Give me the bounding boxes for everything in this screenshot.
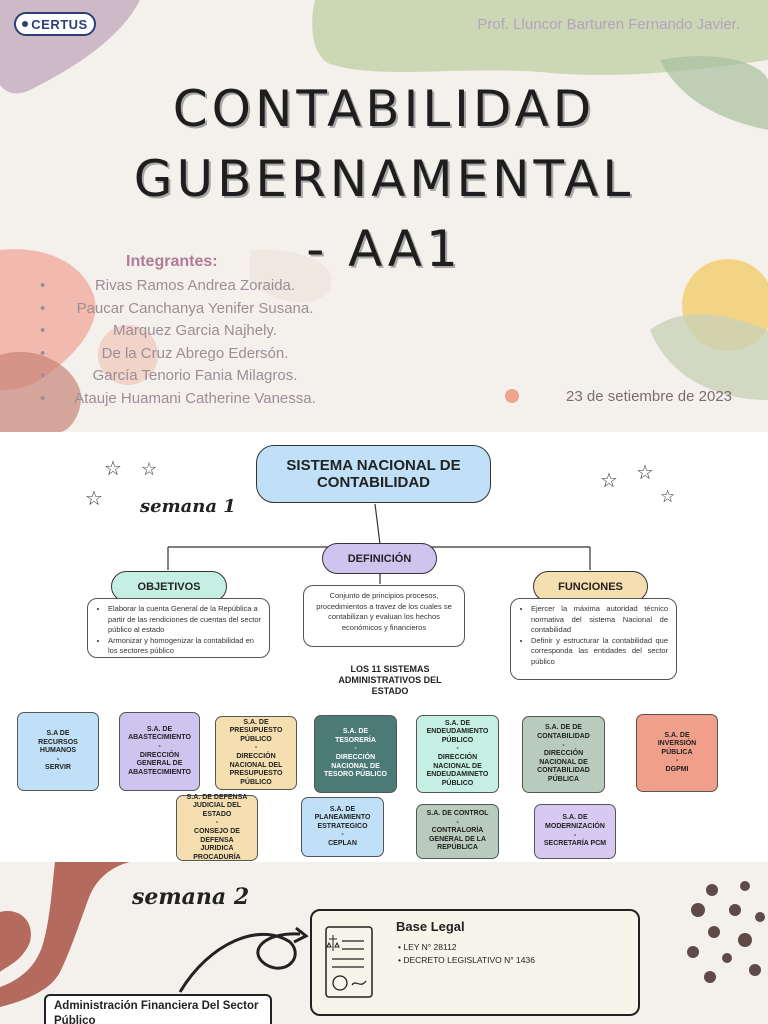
star-icon: ☆ <box>104 458 122 480</box>
funcion-item: • Ejercer la máxima autoridad técnico normativa del sistema Nacional de contabilidad <box>531 604 668 636</box>
professor-name: Prof. Lluncor Barturen Fernando Javier. <box>477 16 740 33</box>
semana2-section <box>0 862 768 1024</box>
star-icon: ☆ <box>636 462 654 484</box>
sa-abastecimiento: S.A. DE ABASTECIMIENTO - DIRECCIÓN GENERAL DE ABASTECIMIENTO <box>119 712 200 791</box>
sa-control: S.A. DE CONTROL - CONTRALORÍA GENERAL DE LA REPÚBLICA <box>416 804 499 859</box>
member-item: • Paucar Canchanya Yenifer Susana. <box>30 298 360 321</box>
star-icon: ☆ <box>660 487 676 506</box>
sa-planeamiento: S.A. DE PLANEAMIENTO ESTRATEGICO - CEPLAN <box>301 797 384 857</box>
title-line-3: - AA1 <box>306 220 462 278</box>
logo-text: CERTUS <box>31 16 88 32</box>
member-item: • Atauje Huamani Catherine Vanessa. <box>30 388 360 411</box>
certus-logo <box>14 12 96 36</box>
sistemas-heading: LOS 11 SISTEMAS ADMINISTRATIVOS DEL ESTADO <box>338 664 442 696</box>
member-item: • García Tenorio Fania Milagros. <box>30 365 360 388</box>
sa-defensa-judicial: S.A. DE DEFENSA JUDICIAL DEL ESTADO - CONSEJO DE DEFENSA JURIDICA PROCADURÍA <box>176 795 258 861</box>
sa-endeudamiento: S.A. DE ENDEUDAMIENTO PÚBLICO - DIRECCIÓN NACIONAL DE ENDEUDAMINETO PÚBLICO <box>416 715 499 793</box>
member-item: • Marquez Garcia Najhely. <box>30 320 360 343</box>
member-item: • Rivas Ramos Andrea Zoraida. <box>30 275 360 298</box>
sa-inversion-publica: S.A. DE INVERSIÓN PÚBLICA - DGPMI <box>636 714 718 792</box>
members-list <box>30 275 360 410</box>
objetivo-item: • Elaborar la cuenta General de la República a partir de las rendiciones de cuentas del sector público al estado <box>108 604 261 636</box>
definicion-node: DEFINICIÓN <box>322 543 437 574</box>
title-line-2: GUBERNAMENTAL <box>133 150 635 208</box>
funciones-box <box>510 598 677 680</box>
administracion-financiera-box: Administración Financiera Del Sector Público <box>44 994 272 1024</box>
base-legal-item: • LEY N° 28112 <box>398 941 535 954</box>
sa-contabilidad: S.A. DE DE CONTABILIDAD - DIRECCIÓN NACIONAL DE CONTABILIDAD PÚBLICA <box>522 716 605 793</box>
semana1-section <box>0 432 768 862</box>
logo-dot-icon <box>22 21 28 27</box>
root-node-sistema-nacional: SISTEMA NACIONAL DE CONTABILIDAD <box>256 445 491 503</box>
funciones-node: FUNCIONES <box>533 571 648 602</box>
base-legal-list <box>398 941 535 967</box>
sa-presupuesto: S.A. DE PRESUPUESTO PÚBLICO - DIRECCIÓN NACIONAL DEL PRESUPUESTO PÚBLICO <box>215 716 297 790</box>
star-icon: ☆ <box>141 459 158 479</box>
sa-tesoreria: S.A. DE TESORERÍA - DIRECCIÓN NACIONAL DE TESORO PÚBLICO <box>314 715 397 793</box>
base-legal-card <box>310 909 640 1016</box>
star-icon: ☆ <box>85 488 103 510</box>
base-legal-item: • DECRETO LEGISLATIVO N° 1436 <box>398 954 535 967</box>
sa-modernizacion: S.A. DE MODERNIZACIÓN - SECRETARÍA PCM <box>534 804 616 859</box>
presentation-date: 23 de setiembre de 2023 <box>566 388 732 405</box>
semana1-label: semana 1 <box>140 496 236 517</box>
members-heading: Integrantes: <box>126 253 218 270</box>
objetivos-box <box>87 598 270 658</box>
sa-recursos-humanos: S.A DE RECURSOS HUMANOS - SERVIR <box>17 712 99 791</box>
semana2-label: semana 2 <box>132 884 250 910</box>
star-icon: ☆ <box>600 470 618 492</box>
legal-document-icon <box>320 923 380 1003</box>
funcion-item: • Definir y estructurar la contabilidad que corresponda las entidades del sector público <box>531 636 668 668</box>
member-item: • De la Cruz Abrego Edersón. <box>30 343 360 366</box>
cover-section <box>0 0 768 432</box>
definicion-text: Conjunto de principios procesos, procedimientos a travez de los cuales se contabilizan y evaluan los hechos económicos y financieros <box>303 585 465 647</box>
title-line-1: CONTABILIDAD <box>172 80 596 138</box>
base-legal-title: Base Legal <box>396 919 465 934</box>
date-dot-icon <box>505 389 519 403</box>
objetivos-node: OBJETIVOS <box>111 571 227 602</box>
objetivo-item: • Armonizar y homogenizar la contabilidad en los sectores público <box>108 636 261 657</box>
